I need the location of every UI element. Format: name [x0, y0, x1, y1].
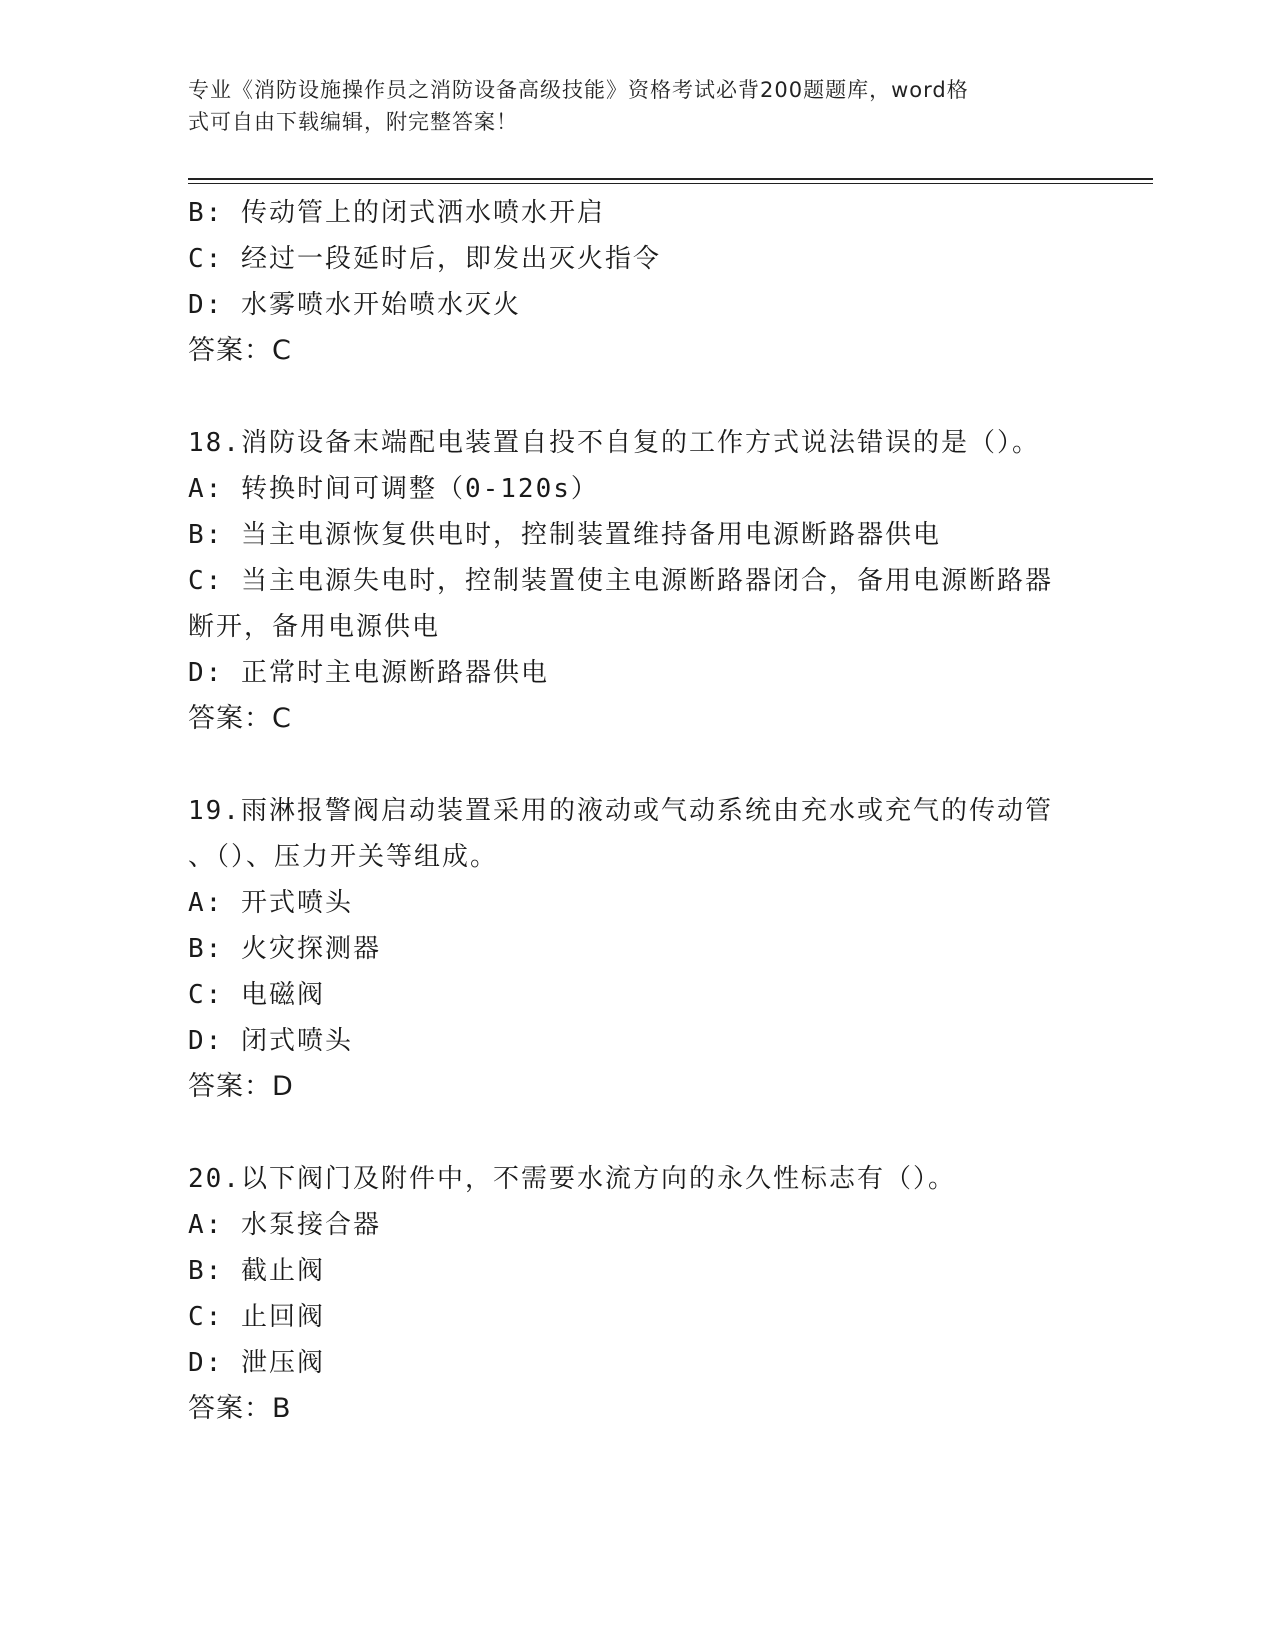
- option-d: D: 闭式喷头: [188, 1026, 353, 1056]
- option-a: A: 水泵接合器: [188, 1210, 381, 1240]
- header-rule-thin: [188, 183, 1153, 184]
- option-c: C: 止回阀: [188, 1302, 325, 1332]
- option-c: C: 经过一段延时后，即发出灭火指令: [188, 244, 661, 274]
- question-17: [188, 190, 1088, 374]
- spacer: [188, 1110, 1088, 1156]
- spacer: [188, 742, 1088, 788]
- question-stem: 18.消防设备末端配电装置自投不自复的工作方式说法错误的是（）。: [188, 428, 1040, 458]
- question-19: [188, 788, 1088, 1110]
- question-20: [188, 1156, 1088, 1432]
- header-line-1: 专业《消防设施操作员之消防设备高级技能》资格考试必背200题题库，word格: [188, 78, 969, 102]
- answer-line: 答案：B: [188, 1393, 292, 1424]
- option-b: B: 当主电源恢复供电时，控制装置维持备用电源断路器供电: [188, 520, 941, 550]
- option-b: B: 截止阀: [188, 1256, 325, 1286]
- option-d: D: 泄压阀: [188, 1348, 325, 1378]
- answer-line: 答案：D: [188, 1071, 294, 1102]
- option-b: B: 火灾探测器: [188, 934, 381, 964]
- option-c-line-1: C: 当主电源失电时，控制装置使主电源断路器闭合，备用电源断路器: [188, 566, 1053, 596]
- question-list: [188, 190, 1088, 1432]
- option-c: C: 电磁阀: [188, 980, 325, 1010]
- answer-line: 答案：C: [188, 335, 292, 366]
- option-a: A: 转换时间可调整（0-120s）: [188, 474, 599, 504]
- question-18: [188, 420, 1088, 742]
- option-c-line-2: 断开，备用电源供电: [188, 612, 441, 642]
- option-a: A: 开式喷头: [188, 888, 353, 918]
- document-header: [188, 74, 1068, 138]
- header-rule-thick: [188, 178, 1153, 180]
- question-stem-line-2: 、（）、压力开关等组成。: [188, 842, 499, 872]
- option-b: B: 传动管上的闭式洒水喷水开启: [188, 198, 605, 228]
- header-line-2: 式可自由下载编辑，附完整答案！: [188, 110, 518, 134]
- option-d: D: 水雾喷水开始喷水灭火: [188, 290, 521, 320]
- option-d: D: 正常时主电源断路器供电: [188, 658, 549, 688]
- question-stem-line-1: 19.雨淋报警阀启动装置采用的液动或气动系统由充水或充气的传动管: [188, 796, 1053, 826]
- answer-line: 答案：C: [188, 703, 292, 734]
- spacer: [188, 374, 1088, 420]
- question-stem: 20.以下阀门及附件中，不需要水流方向的永久性标志有（）。: [188, 1164, 956, 1194]
